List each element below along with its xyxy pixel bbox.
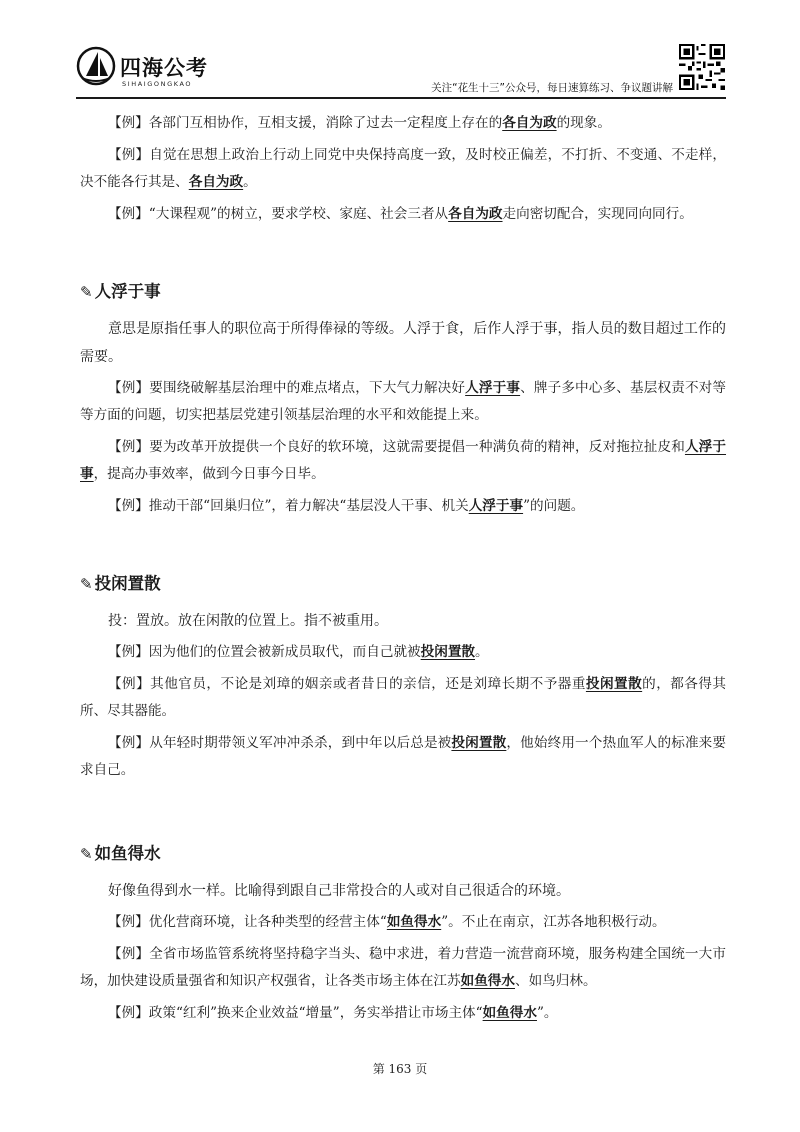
- highlighted-term: 人浮于事: [468, 498, 524, 514]
- section-continuation: [80, 110, 726, 228]
- highlighted-term: 各自为政: [502, 115, 557, 131]
- example-sentence: 【例】要围绕破解基层治理中的难点堵点，下大气力解决好人浮于事、牌子多中心多、基层权责不对等等方面的问题，切实把基层党建引领基层治理的水平和效能提上来。: [80, 380, 727, 423]
- sail-logo-icon: [76, 46, 116, 86]
- highlighted-term: 各自为政: [448, 206, 503, 222]
- pencil-icon: ✎: [80, 575, 93, 593]
- example-sentence: 【例】全省市场监管系统将坚持稳字当头、稳中求进，着力营造一流营商环境，服务构建全国统一大市场，加快建设质量强省和知识产权强省，让各类市场主体在江苏如鱼得水、如鸟归林。: [80, 946, 726, 989]
- highlighted-term: 如鱼得水: [460, 973, 515, 989]
- section-touxianzhisan: [80, 571, 726, 784]
- qr-code-icon: [679, 44, 725, 90]
- term-definition: 意思是原指任事人的职位高于所得俸禄的等级。人浮于食，后作人浮于事，指人员的数目超过工作的需要。: [80, 321, 726, 365]
- term-definition: 投：置放。放在闲散的位置上。指不被重用。: [108, 613, 388, 629]
- example-sentence: 【例】从年轻时期带领义军冲冲杀杀，到中年以后总是被投闲置散，他始终用一个热血军人的标准来要求自己。: [80, 735, 727, 778]
- term-definition: 好像鱼得到水一样。比喻得到跟自己非常投合的人或对自己很适合的环境。: [108, 883, 570, 899]
- pencil-icon: ✎: [80, 845, 93, 863]
- highlighted-term: 投闲置散: [420, 644, 476, 660]
- highlighted-term: 投闲置散: [585, 676, 643, 692]
- highlighted-term: 各自为政: [188, 174, 244, 190]
- header-rule: [76, 97, 726, 99]
- brand-name: 四海公考: [120, 56, 208, 80]
- page-content: [80, 110, 726, 1032]
- example-sentence: 【例】自觉在思想上政治上行动上同党中央保持高度一致，及时校正偏差，不打折、不变通、不走样，决不能各行其是、各自为政。: [80, 147, 726, 190]
- example-sentence: 【例】其他官员，不论是刘璋的姻亲或者昔日的亲信，还是刘璋长期不予器重投闲置散的，都各得其所、尽其器能。: [80, 676, 727, 719]
- header-slogan: 关注“花生十三”公众号，每日速算练习、争议题讲解: [431, 82, 673, 94]
- section-renfuyushi: [80, 279, 726, 520]
- example-sentence: 【例】因为他们的位置会被新成员取代，而自己就被投闲置散。: [108, 644, 489, 660]
- pencil-icon: ✎: [80, 283, 93, 301]
- example-sentence: 【例】政策“红利”换来企业效益“增量”，务实举措让市场主体“如鱼得水”。: [108, 1005, 558, 1021]
- example-sentence: 【例】推动干部“回巢归位”，着力解决“基层没人干事、机关人浮于事”的问题。: [108, 498, 585, 514]
- highlighted-term: 如鱼得水: [386, 914, 442, 930]
- page-number: 第 163 页: [372, 1062, 428, 1076]
- example-sentence: 【例】各部门互相协作，互相支援，消除了过去一定程度上存在的各自为政的现象。: [108, 115, 611, 131]
- term-heading: ✎ 人浮于事: [80, 279, 726, 305]
- brand-logo: [76, 46, 246, 96]
- term-heading: ✎ 投闲置散: [80, 571, 726, 597]
- highlighted-term: 人浮于事: [80, 439, 727, 482]
- term-heading: ✎ 如鱼得水: [80, 841, 726, 867]
- brand-subtitle: SIHAIGONGKAO: [122, 80, 193, 88]
- highlighted-term: 如鱼得水: [482, 1005, 537, 1021]
- page-header: [0, 0, 800, 105]
- example-sentence: 【例】“大课程观”的树立，要求学校、家庭、社会三者从各自为政走向密切配合，实现同向同行。: [108, 206, 693, 222]
- example-sentence: 【例】要为改革开放提供一个良好的软环境，这就需要提倡一种满负荷的精神，反对拖拉扯皮和人浮于事，提高办事效率，做到今日事今日毕。: [80, 439, 727, 482]
- highlighted-term: 投闲置散: [451, 735, 507, 751]
- example-sentence: 【例】优化营商环境，让各种类型的经营主体“如鱼得水”。不止在南京，江苏各地积极行动。: [108, 914, 666, 930]
- highlighted-term: 人浮于事: [465, 380, 521, 396]
- section-ruyudeshui: [80, 841, 726, 1027]
